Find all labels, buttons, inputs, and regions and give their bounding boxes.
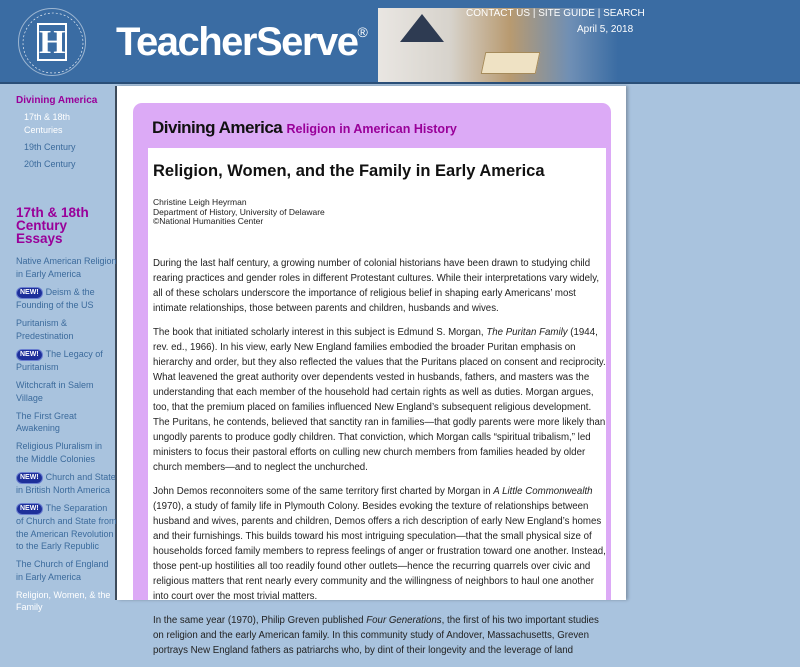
header-photo [378,8,618,84]
sidebar-item[interactable] [16,379,117,404]
paragraph [153,484,609,604]
text: During the last half century, a growing number of colonial historians have been drawn to studying child rearing practices and gender roles in different Protestant cultures. While their interpretations vary widely, all of these scholars underscore the importance of religious belief in shaping early Americans’ most intimate relationships, those between parents and children, husbands and wives. [153,258,600,314]
sidebar-item[interactable] [16,471,117,496]
sidebar-item-label: The Church of England in Early America [16,559,109,582]
affiliation: Department of History, University of Delaware [153,206,325,217]
book-title: A Little Commonwealth [493,486,593,497]
sidebar-item[interactable] [16,558,117,583]
text: (1970), a study of family life in Plymouth Colony. Besides evoking the texture of relationships between husband and wives, parents and children, Demos offers a rich description of early New England’s homes and their furnishings. This builds toward his most intriguing speculation—that the small physical size of households forced family members to repress feelings of anger or frustration toward one another. Instead, those pent-up hostilities all too readily found other outlets—hence the recurring quarrels over civic and religious matters that rent nearly every community and the willingness of neighbors to haul one another into court over the most trivial matters. [153,501,606,602]
site-header [0,0,800,84]
article-body [153,256,609,667]
sidebar-item[interactable] [16,440,117,465]
sidebar-item-label: Witchcraft in Salem Village [16,380,94,403]
book-title: The Puritan Family [486,327,568,338]
byline [153,198,325,227]
text: John Demos reconnoiters some of the same territory first charted by Morgan in [153,486,494,497]
sidebar-item-label: The Legacy of Puritanism [16,348,103,372]
paragraph [153,613,609,658]
nhc-seal-logo[interactable]: H [18,8,86,76]
sidebar-item[interactable] [16,317,117,342]
sidebar-items [16,255,117,613]
panel-subtitle: Religion in American History [286,122,457,136]
sidebar-item-label: Church and State in British North America [16,472,116,496]
new-badge: NEW! [16,503,43,515]
new-badge: NEW! [16,472,43,484]
paragraph [153,256,609,316]
sidebar-item[interactable] [16,348,117,373]
paragraph [153,325,609,475]
sidebar-item[interactable] [16,410,117,435]
teacherserve-logo[interactable]: TeacherServe® [116,20,368,64]
sidebar-sub-20th[interactable]: 20th Century [24,159,76,170]
sidebar-item[interactable] [16,255,117,280]
sidebar-sub-19th[interactable]: 19th Century [24,141,76,152]
sidebar-item-label: Deism & the Founding of the US [16,287,95,311]
book-title: Four Generations [366,615,442,626]
sidebar-item-label: Religion, Women, & the Family [16,589,111,613]
sidebar-item-label: The First Great Awakening [16,410,77,434]
new-badge: NEW! [16,349,43,361]
book-icon [481,52,541,74]
sidebar-item[interactable] [16,589,117,614]
contact-us-link[interactable]: CONTACT US [466,8,531,19]
sidebar-item-label: Native American Religion in Early America [16,256,117,279]
sidebar-item[interactable] [16,286,117,311]
search-link[interactable]: SEARCH [603,8,645,19]
panel-title: Divining America Religion in American History [152,118,457,137]
sidebar-item-label: Religious Pluralism in the Middle Colonies [16,441,103,464]
sidebar-item-label: The Separation of Church and State from the American Revolution to the Early Republic [16,503,117,551]
copyright: ©National Humanities Center [153,216,264,226]
text: The book that initiated scholarly interest in this subject is Edmund S. Morgan, [153,327,487,338]
top-links: CONTACT US | SITE GUIDE | SEARCH [466,8,645,19]
new-badge: NEW! [16,287,43,299]
sidebar-sub-17th-18th[interactable]: 17th & 18th Centuries [24,112,71,135]
sidebar-item-label: Puritanism & Predestination [16,318,74,341]
date: April 5, 2018 [577,24,634,35]
sidebar-item[interactable] [16,502,117,552]
sidebar-heading: 17th & 18th Century Essays [16,205,89,247]
sidebar-section-divining-america[interactable]: Divining America [16,95,98,106]
text: , the first of his two important studies on religion and the early American family. In this community study of Andover, Massachusetts, Greven portrays New England fathers as patriarchs who, by dint of their longevity and the leverage of land [153,615,599,656]
text: In the same year (1970), Philip Greven published [153,615,367,626]
text: (1944, rev. ed., 1966). In his view, early New England families embodied the broader Puritan emphasis on hierarchy and order, but they also reflected the values that the Puritans placed on consent and reciprocity. What leavened the great authority over dependents vested in husbands, fathers, and masters was the understanding that each member of the household had certain rights as well as duties. Morgan argues, too, that the premium placed on families influenced New England’s subsequent religious development. The Puritans, he contends, believed that sanctity ran in families—that godly parents were more likely than ungodly parents to produce godly children. That conviction, which Morgan calls “spiritual tribalism,” led ministers to focus their pastoral efforts on culling new church members from families headed by older church members—and to neglect the unchurched. [153,327,606,473]
article-title: Religion, Women, and the Family in Early America [153,162,545,180]
site-guide-link[interactable]: SITE GUIDE [538,8,595,19]
sidebar-nav [16,95,117,619]
author: Christine Leigh Heyrman [153,197,247,207]
